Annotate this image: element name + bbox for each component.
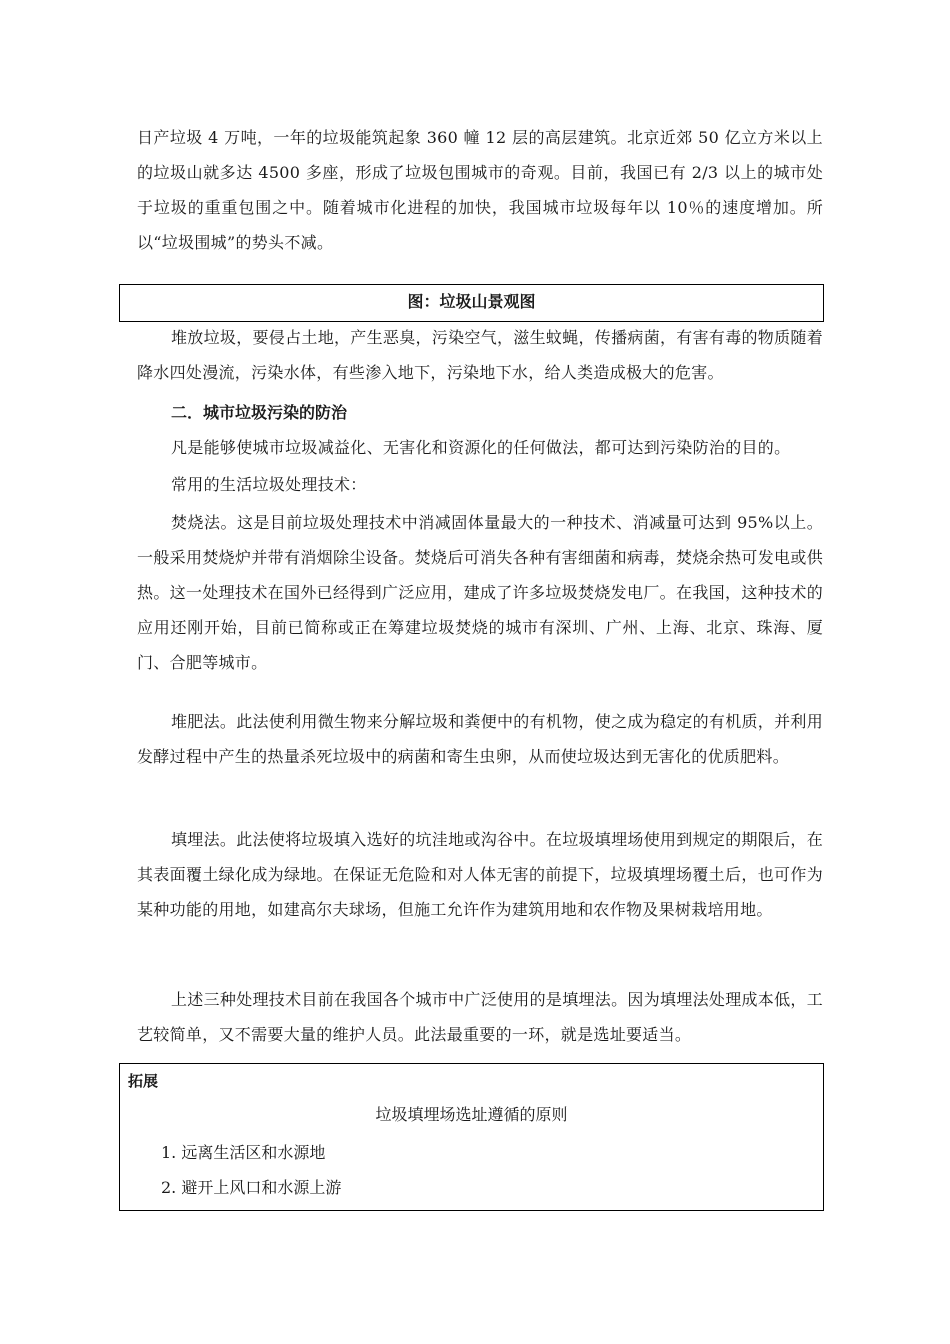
figure-caption: 图：垃圾山景观图 [407,292,536,311]
paragraph-techniques-intro: 常用的生活垃圾处理技术： [171,475,367,494]
extension-item: 2. 避开上风口和水源上游 [161,1178,342,1197]
paragraph-harm: 堆放垃圾，要侵占土地，产生恶臭，污染空气，滋生蚊蝇，传播病菌，有害有毒的物质随着降水四处漫流，污染水体，有些渗入地下，污染地下水，给人类造成极大的危害。 [137,328,824,382]
extension-box [119,1063,824,1211]
paragraph-incineration: 焚烧法。这是目前垃圾处理技术中消减固体量最大的一种技术、消减量可达到 95%以上。一般采用焚烧炉并带有消烟除尘设备。焚烧后可消失各种有害细菌和病毒，焚烧余热可发电或供热。这一处理技术在国外已经得到广泛应用，建成了许多垃圾焚烧发电厂。在我国，这种技术的应用还刚开始，目前已简称或正在筹建垃圾焚烧的城市有深圳、广州、上海、北京、珠海、厦门、合肥等城市。 [137,513,823,672]
extension-item: 1. 远离生活区和水源地 [161,1143,326,1162]
paragraph-composting: 堆肥法。此法使利用微生物来分解垃圾和粪便中的有机物，使之成为稳定的有机质，并利用发酵过程中产生的热量杀死垃圾中的病菌和寄生虫卵，从而使垃圾达到无害化的优质肥料。 [137,712,824,766]
extension-title: 垃圾填埋场选址遵循的原则 [375,1105,568,1124]
figure-caption-box [119,284,824,322]
paragraph-garbage-statistics: 日产垃圾 4 万吨，一年的垃圾能筑起象 360 幢 12 层的高层建筑。北京近郊 50 亿立方米以上的垃圾山就多达 4500 多座，形成了垃圾包围城市的奇观。目前，我国已有 2/3 以上的城市处于垃圾的重重包围之中。随着城市化进程的加快，我国城市垃圾每年以 10％的速度增加。所以“垃圾围城”的势头不减。 [137,128,823,252]
paragraph-landfill: 填埋法。此法使将垃圾填入选好的坑洼地或沟谷中。在垃圾填埋场使用到规定的期限后，在其表面覆土绿化成为绿地。在保证无危险和对人体无害的前提下，垃圾填埋场覆土后，也可作为某种功能的用地，如建高尔夫球场，但施工允许作为建筑用地和农作物及果树栽培用地。 [137,830,824,919]
paragraph-summary: 上述三种处理技术目前在我国各个城市中广泛使用的是填埋法。因为填埋法处理成本低，工艺较简单，又不需要大量的维护人员。此法最重要的一环，就是选址要适当。 [137,990,824,1044]
section-heading: 二．城市垃圾污染的防治 [171,403,348,422]
extension-label: 拓展 [128,1072,159,1090]
paragraph-prevention-goal: 凡是能够使城市垃圾减益化、无害化和资源化的任何做法，都可达到污染防治的目的。 [171,438,791,457]
